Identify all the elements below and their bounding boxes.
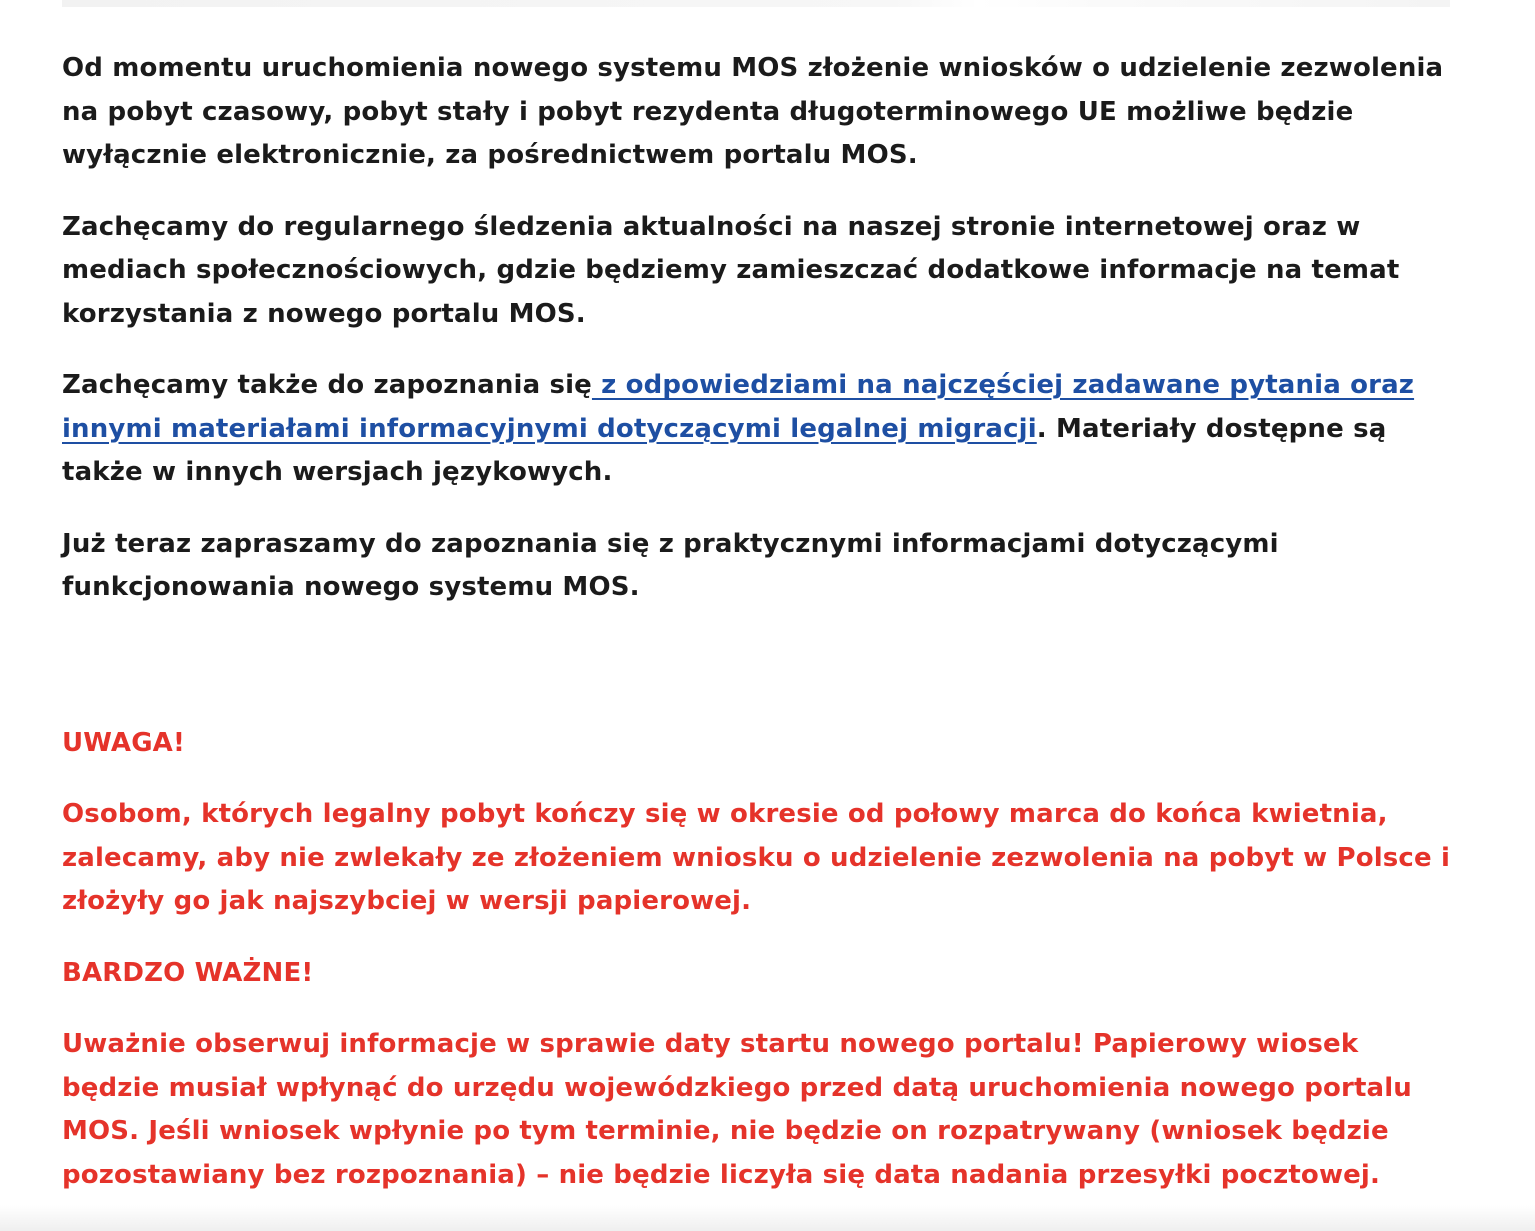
paragraph-faq <box>62 364 1457 495</box>
faq-text-after: . Materiały dostępne są także w innych wersjach językowych. <box>62 413 1387 487</box>
paragraph-mos-electronic: Od momentu uruchomienia nowego systemu MOS złożenie wniosków o udzielenie zezwolenia na pobyt czasowy, pobyt stały i pobyt rezydenta długoterminowego UE możliwe będzie wyłącznie elektronicznie, za pośrednictwem portalu MOS. <box>62 53 1444 170</box>
warning-heading-bardzo-wazne: BARDZO WAŻNE! <box>62 957 314 988</box>
article-body <box>62 47 1457 1225</box>
warning-heading-uwaga: UWAGA! <box>62 727 185 758</box>
paragraph-follow-news: Zachęcamy do regularnego śledzenia aktualności na naszej stronie internetowej oraz w mediach społecznościowych, gdzie będziemy zamieszczać dodatkowe informacje na temat korzystania z nowego portalu MOS. <box>62 211 1400 329</box>
faq-materials-link[interactable]: z odpowiedziami na najczęściej zadawane pytania oraz innymi materiałami informacyjnymi dotyczącymi legalnej migracji <box>62 370 1415 444</box>
top-image-edge <box>62 0 1450 7</box>
warning-text-paper-application: Osobom, których legalny pobyt kończy się w okresie od połowy marca do końca kwietnia, zalecamy, aby nie zwlekały ze złożeniem wniosku o udzielenie zezwolenia na pobyt w Polsce i złożyły go jak najszybciej w wersji papierowej. <box>62 799 1451 916</box>
warning-text-portal-start: Uważnie obserwuj informacje w sprawie daty startu nowego portalu! Papierowy wiosek będzie musiał wpłynąć do urzędu wojewódzkiego przed datą uruchomienia nowego portalu MOS. Jeśli wniosek wpłynie po tym terminie, nie będzie on rozpatrywany (wniosek będzie pozostawiany bez rozpoznania) – nie będzie liczyła się data nadania przesyłki pocztowej. <box>62 1029 1412 1190</box>
bottom-fade <box>0 1205 1535 1231</box>
faq-text-before: Zachęcamy także do zapoznania się <box>62 370 592 400</box>
paragraph-practical-info: Już teraz zapraszamy do zapoznania się z praktycznymi informacjami dotyczącymi funkcjonowania nowego systemu MOS. <box>62 528 1279 602</box>
spacer <box>62 638 1457 722</box>
